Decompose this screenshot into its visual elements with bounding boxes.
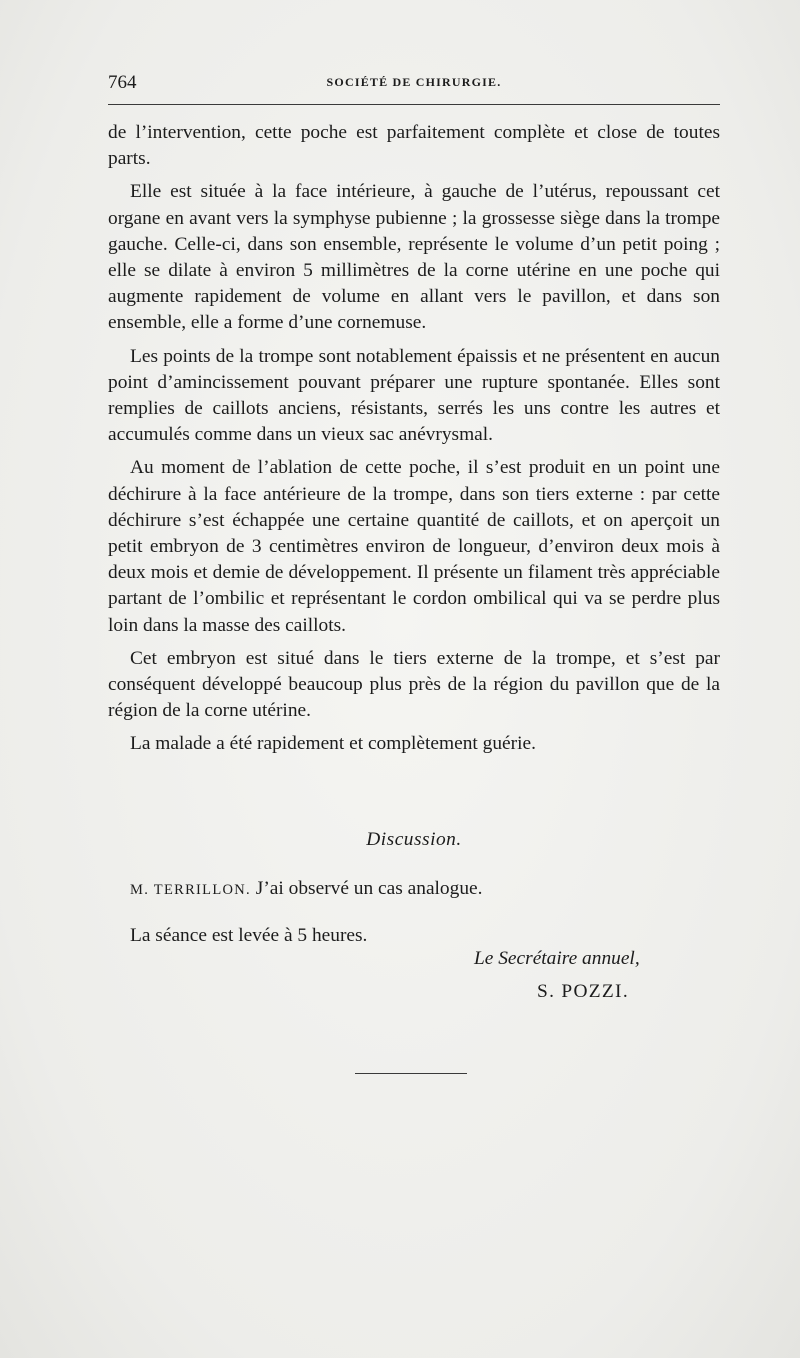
page-number: 764 [108, 72, 137, 93]
speaker-name: M. TERRILLON. [130, 882, 251, 898]
paragraph: Les points de la trompe sont notablement épaissis et ne présentent en aucun point d’amincissement pouvant préparer une rupture spontanée. Elles sont remplies de caillots anciens, résistants, serrés les uns contre les autres et accumulés comme dans un vieux sac anévrysmal. [108, 345, 720, 446]
paragraph: La malade a été rapidement et complètement guérie. [130, 733, 536, 755]
page-header [108, 72, 720, 102]
signature-name: S. POZZI. [537, 981, 629, 1002]
paragraph: Cet embryon est situé dans le tiers externe de la trompe, et s’est par conséquent développé beaucoup plus près de la région du pavillon que de la région de la corne utérine. [108, 647, 720, 722]
discussion-remark [130, 878, 482, 900]
discussion-heading: Discussion. [366, 829, 462, 850]
paragraph: Au moment de l’ablation de cette poche, il s’est produit en un point une déchirure à la face antérieure de la trompe, dans son tiers externe : par cette déchirure s’est échappée une certaine quantité de caillots, et on aperçoit un petit embryon de 3 centimètres environ de longueur, d’environ deux mois à deux mois et demie de développement. Il présente un filament très appréciable partant de l’ombilic et représentant le cordon ombilical qui va se perdre plus loin dans la masse des caillots. [108, 457, 720, 636]
body-text [108, 120, 720, 765]
end-rule [355, 1073, 467, 1074]
paragraph: Elle est située à la face intérieure, à gauche de l’utérus, repoussant cet organe en avant vers la symphyse pubienne ; la grossesse siège dans la trompe gauche. Celle-ci, dans son ensemble, représente le volume d’un petit poing ; elle se dilate à environ 5 millimètres de la corne utérine en une poche qui augmente rapidement de volume en allant vers le pavillon, et dans son ensemble, elle a forme d’une cornemuse. [108, 181, 720, 334]
running-head: SOCIÉTÉ DE CHIRURGIE. [326, 75, 502, 89]
header-rule [108, 104, 720, 105]
remark-text: J’ai observé un cas analogue. [250, 878, 483, 899]
signature-title: Le Secrétaire annuel, [474, 948, 640, 969]
paragraph: de l’intervention, cette poche est parfaitement complète et close de toutes parts. [108, 122, 720, 170]
closing-line: La séance est levée à 5 heures. [130, 925, 368, 946]
